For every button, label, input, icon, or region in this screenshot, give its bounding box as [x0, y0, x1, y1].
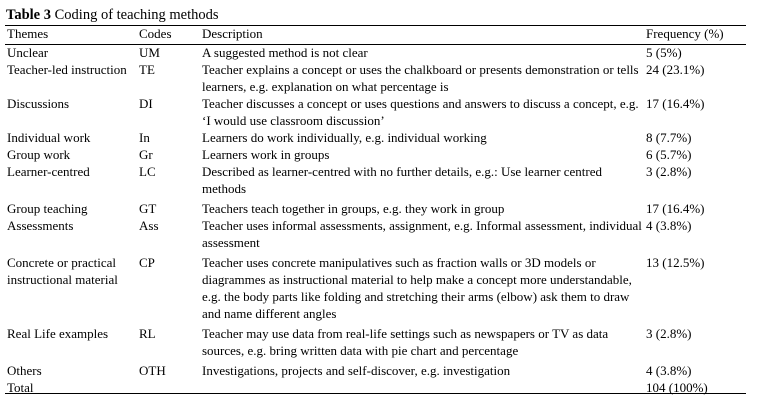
frequency-cell: 13 (12.5%) — [646, 255, 705, 270]
table-row — [5, 251, 746, 322]
table-row — [5, 163, 746, 197]
code-cell: DI — [139, 96, 153, 111]
code-cell — [137, 379, 200, 396]
theme-cell: Others — [7, 363, 42, 378]
description-cell: Teacher uses concrete manipulatives such as fraction walls or 3D models or diagrammes as instructional material to help make a concept more understandable, e.g. the body parts like folding and stretching their arms (elbow) ask them to draw and name different angles — [202, 255, 632, 321]
code-cell: Gr — [139, 147, 153, 162]
code-cell: LC — [139, 164, 156, 179]
header-codes: Codes — [139, 26, 172, 41]
theme-cell: Discussions — [7, 96, 70, 111]
description-cell: Teacher discusses a concept or uses questions and answers to discuss a concept, e.g. ‘I would use classroom discussion’ — [202, 96, 639, 128]
code-cell: UM — [139, 45, 160, 60]
description-cell: Investigations, projects and self-discover, e.g. investigation — [202, 363, 511, 378]
table-row — [5, 322, 746, 359]
frequency-cell: 5 (5%) — [646, 45, 682, 60]
description-cell — [200, 379, 644, 396]
table-header-row — [5, 25, 746, 44]
theme-cell: Teacher-led instruction — [7, 62, 127, 77]
theme-cell: Learner-centred — [7, 164, 90, 179]
description-cell: Teacher uses informal assessments, assignment, e.g. Informal assessment, individual assessment — [202, 218, 642, 250]
description-text: Teacher explains a concept or uses the chalkboard or presents demonstration or tells learners, e.g. explanation on what percentage is — [202, 62, 639, 94]
code-cell: OTH — [139, 363, 166, 378]
theme-cell: Group work — [7, 147, 71, 162]
code-cell: CP — [139, 255, 155, 270]
table-caption — [6, 6, 219, 24]
code-cell: RL — [139, 326, 156, 341]
frequency-cell: 4 (3.8%) — [646, 218, 692, 233]
theme-cell: Unclear — [7, 45, 49, 60]
description-cell: Teacher may use data from real-life settings such as newspapers or TV as data sources, e.g. bring written data with pie chart and percentage — [202, 326, 609, 358]
table-row — [5, 61, 746, 95]
description-cell — [200, 61, 644, 95]
header-description: Description — [202, 26, 263, 41]
frequency-cell: 17 (16.4%) — [646, 96, 705, 111]
frequency-cell: 8 (7.7%) — [646, 130, 692, 145]
theme-cell: Concrete or practical instructional material — [7, 255, 118, 287]
theme-cell: Group teaching — [7, 201, 88, 216]
theme-cell: Individual work — [7, 130, 91, 145]
description-cell: A suggested method is not clear — [202, 45, 368, 60]
table-row — [5, 197, 746, 217]
table-row — [5, 217, 746, 251]
code-cell: TE — [139, 62, 155, 77]
table-row — [5, 359, 746, 379]
table-caption-title: Coding of teaching methods — [54, 7, 219, 23]
frequency-cell: 24 (23.1%) — [646, 62, 705, 77]
frequency-cell: 3 (2.8%) — [646, 326, 692, 341]
table-total-row — [5, 379, 746, 396]
theme-cell: Assessments — [7, 218, 74, 233]
description-cell: Learners do work individually, e.g. individual working — [202, 130, 487, 145]
description-cell: Described as learner-centred with no further details, e.g.: Use learner centred methods — [202, 164, 603, 196]
code-cell: GT — [139, 201, 157, 216]
theme-cell: Real Life examples — [7, 326, 109, 341]
table-row — [5, 44, 746, 61]
header-frequency: Frequency (%) — [646, 26, 724, 41]
table-row — [5, 95, 746, 129]
code-cell: Ass — [139, 218, 159, 233]
description-cell: Learners work in groups — [202, 147, 330, 162]
frequency-cell: 4 (3.8%) — [646, 363, 692, 378]
table-row — [5, 129, 746, 146]
coding-table — [5, 25, 746, 396]
table-caption-label: Table 3 — [6, 7, 51, 23]
header-themes: Themes — [7, 26, 49, 41]
frequency-cell: 6 (5.7%) — [646, 147, 692, 162]
frequency-cell: 104 (100%) — [646, 380, 708, 395]
theme-cell: Total — [7, 380, 34, 395]
frequency-cell: 3 (2.8%) — [646, 164, 692, 179]
description-cell: Teachers teach together in groups, e.g. they work in group — [202, 201, 505, 216]
table-row — [5, 146, 746, 163]
frequency-cell: 17 (16.4%) — [646, 201, 705, 216]
code-cell: In — [139, 130, 150, 145]
